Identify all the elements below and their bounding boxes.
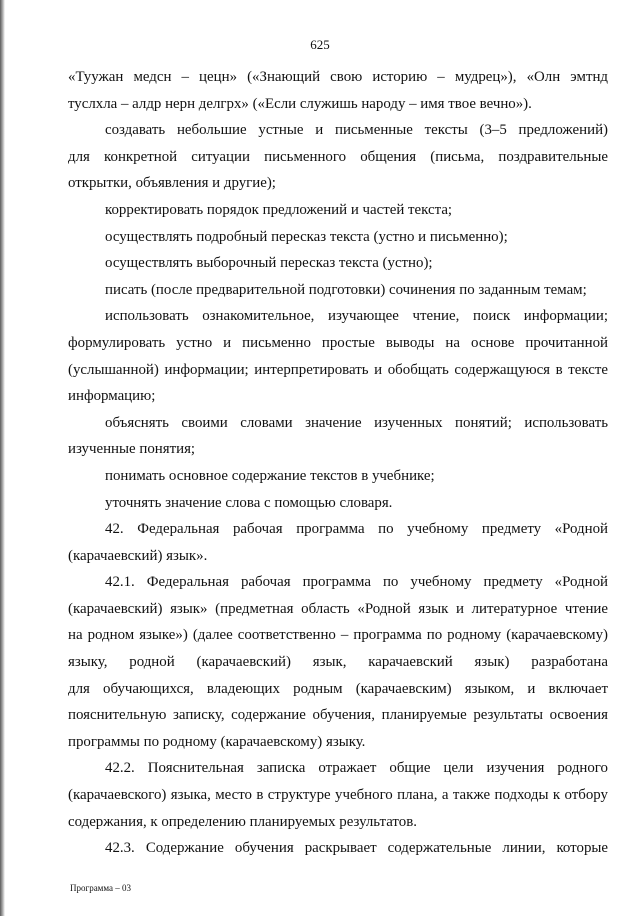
text-line: пояснительную записку, содержание обучения, планируемые результаты освоения — [68, 707, 608, 724]
text-line: корректировать порядок предложений и частей текста; — [105, 201, 453, 218]
text-line: понимать основное содержание текстов в учебнике; — [105, 467, 435, 484]
text-line: туслхла – алдр нерн делгрх» («Если служишь народу – имя твое вечно»). — [68, 95, 532, 112]
text-line: осуществлять подробный пересказ текста (устно и письменно); — [105, 228, 508, 245]
text-line: 42.1. Федеральная рабочая программа по учебному предмету «Родной — [105, 574, 608, 591]
text-line: формулировать устно и письменно простые выводы на основе прочитанной — [68, 334, 608, 351]
text-line: 42.3. Содержание обучения раскрывает содержательные линии, которые — [105, 840, 608, 857]
text-line: (карачаевский) язык». — [68, 547, 208, 564]
text-line: для обучающихся, владеющих родным (карачаевским) языком, и включает — [68, 680, 608, 697]
text-line: 42. Федеральная рабочая программа по учебному предмету «Родной — [105, 521, 608, 538]
text-line: уточнять значение слова с помощью словаря. — [105, 494, 393, 511]
text-line: использовать ознакомительное, изучающее чтение, поиск информации; — [105, 308, 608, 325]
text-line: изученные понятия; — [68, 441, 196, 458]
text-line: языку, родной (карачаевский) язык, карачаевский язык) разработана — [68, 654, 608, 671]
text-line: создавать небольшие устные и письменные тексты (3–5 предложений) — [105, 122, 608, 139]
text-line: осуществлять выборочный пересказ текста (устно); — [105, 255, 433, 272]
text-line: объяснять своими словами значение изученных понятий; использовать — [105, 414, 608, 431]
text-line: (карачаевский) язык» (предметная область «Родной язык и литературное чтение — [68, 600, 608, 617]
text-line: программы по родному (карачаевскому) языку. — [68, 733, 366, 750]
text-line: содержания, к определению планируемых результатов. — [68, 813, 417, 830]
footer-note: Программа – 03 — [70, 883, 132, 893]
document-body — [68, 64, 608, 862]
text-line: открытки, объявления и другие); — [68, 175, 276, 192]
text-line: (карачаевского) языка, место в структуре учебного плана, а также подходы к отбору — [68, 787, 608, 804]
text-line: (услышанной) информации; интерпретировать и обобщать содержащуюся в тексте — [68, 361, 608, 378]
scan-edge-shadow — [0, 0, 5, 916]
text-line: на родном языке») (далее соответственно – программа по родному (карачаевскому) — [68, 627, 608, 644]
text-line: «Туужан медсн – цецн» («Знающий свою историю – мудрец»), «Олн эмтнд — [68, 69, 608, 85]
page-number: 625 — [310, 37, 330, 52]
text-line: 42.2. Пояснительная записка отражает общие цели изучения родного — [105, 760, 608, 777]
text-line: информацию; — [68, 388, 156, 405]
text-line: писать (после предварительной подготовки) сочинения по заданным темам; — [105, 281, 587, 298]
text-line: для конкретной ситуации письменного общения (письма, поздравительные — [68, 148, 608, 165]
